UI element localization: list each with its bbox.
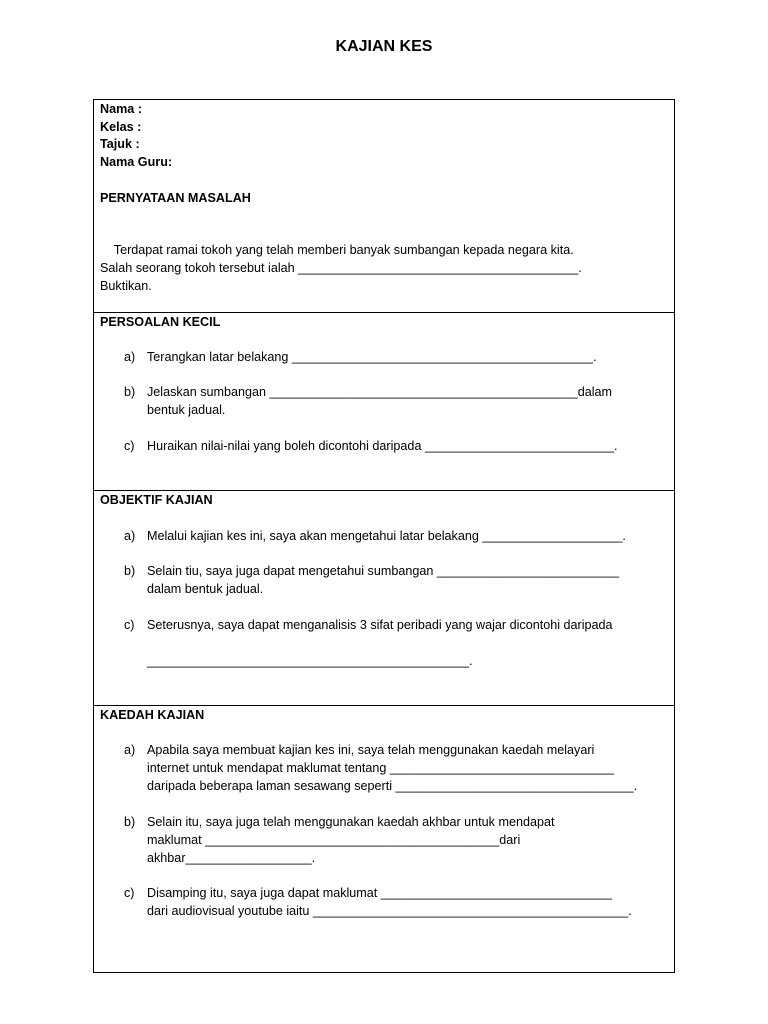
statement-line: Salah seorang tokoh tersebut ialah ________________________________________. bbox=[100, 261, 582, 275]
page-title: KAJIAN KES bbox=[335, 38, 433, 55]
persoalan-section bbox=[94, 313, 674, 491]
field-nama: Nama : bbox=[100, 102, 142, 116]
section-title-objektif: OBJEKTIF KAJIAN bbox=[100, 493, 213, 507]
field-tajuk: Tajuk : bbox=[100, 137, 140, 151]
statement-line: Buktikan. bbox=[100, 279, 152, 293]
kaedah-section bbox=[94, 706, 674, 972]
method-line: dari audiovisual youtube iaitu _____________________________________________. bbox=[147, 904, 632, 918]
field-nama-guru: Nama Guru: bbox=[100, 155, 173, 169]
objective-line: Seterusnya, saya dapat menganalisis 3 sifat peribadi yang wajar dicontohi daripada bbox=[147, 618, 613, 632]
item-label: a) bbox=[124, 743, 136, 757]
item-label: c) bbox=[124, 618, 135, 632]
method-line: Disamping itu, saya juga dapat maklumat _________________________________ bbox=[147, 886, 612, 900]
objective-line: Selain tiu, saya juga dapat mengetahui sumbangan __________________________ bbox=[147, 564, 619, 578]
section-title-pernyataan: PERNYATAAN MASALAH bbox=[100, 191, 251, 205]
question-line: Huraikan nilai-nilai yang boleh dicontohi daripada ___________________________. bbox=[147, 439, 618, 453]
item-label: a) bbox=[124, 529, 136, 543]
method-line: Selain itu, saya juga telah menggunakan kaedah akhbar untuk mendapat bbox=[147, 815, 555, 829]
question-line: bentuk jadual. bbox=[147, 403, 226, 417]
item-label: b) bbox=[124, 385, 136, 399]
objektif-section bbox=[94, 491, 674, 706]
field-kelas: Kelas : bbox=[100, 120, 142, 134]
section-title-kaedah: KAEDAH KAJIAN bbox=[100, 708, 205, 722]
method-line: maklumat __________________________________________dari bbox=[147, 833, 521, 847]
header-section bbox=[94, 100, 674, 313]
section-title-persoalan: PERSOALAN KECIL bbox=[100, 315, 221, 329]
objective-line: dalam bentuk jadual. bbox=[147, 582, 264, 596]
method-line: internet untuk mendapat maklumat tentang ________________________________ bbox=[147, 761, 615, 775]
item-label: b) bbox=[124, 815, 136, 829]
item-label: a) bbox=[124, 350, 136, 364]
item-label: b) bbox=[124, 564, 136, 578]
method-line: Apabila saya membuat kajian kes ini, saya telah menggunakan kaedah melayari bbox=[147, 743, 595, 757]
objective-line: Melalui kajian kes ini, saya akan mengetahui latar belakang ____________________. bbox=[147, 529, 626, 543]
item-label: c) bbox=[124, 439, 135, 453]
method-line: akhbar__________________. bbox=[147, 851, 316, 865]
objective-blank-line: ______________________________________________. bbox=[147, 654, 473, 668]
case-study-frame bbox=[93, 99, 675, 973]
method-line: daripada beberapa laman sesawang seperti __________________________________. bbox=[147, 779, 638, 793]
item-label: c) bbox=[124, 886, 135, 900]
question-line: Jelaskan sumbangan ____________________________________________dalam bbox=[147, 385, 612, 399]
statement-line: Terdapat ramai tokoh yang telah memberi banyak sumbangan kepada negara kita. bbox=[100, 243, 574, 257]
question-line: Terangkan latar belakang ___________________________________________. bbox=[147, 350, 597, 364]
